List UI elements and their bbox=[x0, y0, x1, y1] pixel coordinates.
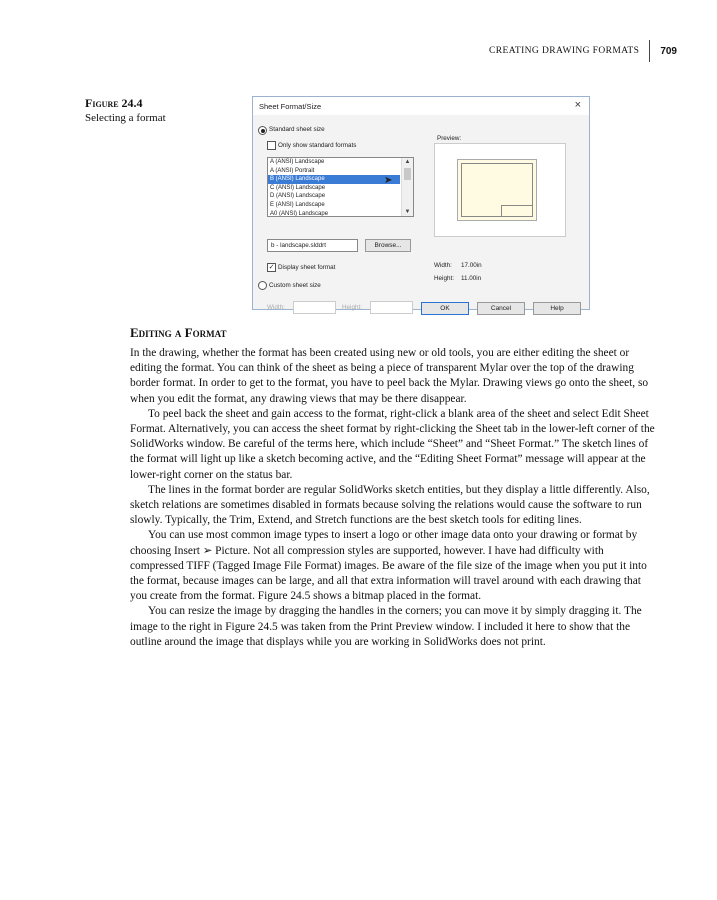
help-button[interactable]: Help bbox=[533, 302, 581, 315]
list-item[interactable]: D (ANSI) Landscape bbox=[270, 193, 326, 200]
paragraph: The lines in the format border are regular SolidWorks sketch entities, but they display a little differently. Also, sketch relations are sometimes disabled in formats because solving the relations would cause the software to run slowly. Typically, the Trim, Extend, and Stretch functions are the best sketch tools for editing lines. bbox=[130, 483, 650, 527]
close-icon[interactable]: × bbox=[574, 99, 581, 111]
mouse-pointer-icon: ➤ bbox=[384, 175, 393, 186]
custom-width-label: Width: bbox=[267, 304, 285, 311]
figure-caption bbox=[85, 96, 166, 126]
height-readout-value: 11.00in bbox=[461, 275, 482, 282]
sheet-preview bbox=[434, 143, 566, 237]
standard-size-label: Standard sheet size bbox=[269, 126, 325, 133]
chevron-up-icon[interactable]: ▲ bbox=[404, 159, 411, 165]
only-standard-checkbox[interactable] bbox=[267, 141, 276, 150]
display-format-label: Display sheet format bbox=[278, 264, 336, 271]
border-frame bbox=[461, 163, 533, 217]
custom-width-input[interactable] bbox=[293, 301, 336, 314]
section-heading: Editing a Format bbox=[130, 325, 227, 340]
title-block bbox=[501, 205, 532, 216]
list-item[interactable]: C (ANSI) Landscape bbox=[270, 184, 326, 191]
chevron-down-icon[interactable]: ▼ bbox=[404, 209, 411, 215]
scroll-thumb[interactable] bbox=[404, 168, 411, 180]
sheet-format-dialog bbox=[252, 96, 590, 310]
browse-button[interactable]: Browse... bbox=[365, 239, 411, 252]
page-number: 709 bbox=[660, 45, 677, 57]
list-item[interactable]: E (ANSI) Landscape bbox=[270, 201, 325, 208]
height-readout-label: Height: bbox=[434, 275, 454, 282]
paragraph: In the drawing, whether the format has been created using new or old tools, you are either editing the sheet or editing the format. You can think of the sheet as being a piece of transparent Mylar over the top of the drawing border format. In order to get to the format, you have to peel back the Mylar. Drawing views go onto the sheet, so when you edit the format, any drawing views that may be there disappear. bbox=[130, 347, 649, 405]
custom-size-label: Custom sheet size bbox=[269, 282, 321, 289]
standard-size-radio[interactable] bbox=[258, 126, 267, 135]
list-item-selected[interactable]: B (ANSI) Landscape bbox=[268, 175, 400, 184]
list-scrollbar[interactable] bbox=[401, 158, 413, 216]
dialog-title: Sheet Format/Size bbox=[259, 102, 322, 111]
custom-height-input[interactable] bbox=[370, 301, 413, 314]
list-item[interactable]: A (ANSI) Portrait bbox=[270, 167, 315, 174]
figure-caption-text: Selecting a format bbox=[85, 112, 166, 124]
paragraph: You can resize the image by dragging the handles in the corners; you can move it by simply dragging it. The image to the right in Figure 24.5 was taken from the Print Preview window. I included it here to show that the outline around the image that displays while you are working in SolidWorks does not print. bbox=[130, 605, 642, 648]
body-text bbox=[130, 346, 658, 650]
list-item[interactable]: A0 (ANSI) Landscape bbox=[270, 210, 329, 217]
paragraph: To peel back the sheet and gain access to the format, right-click a blank area of the sheet and select Edit Sheet Format. Alternatively, you can access the sheet format by right-clicking the Sheet tab in the lower-left corner of the SolidWorks window. Be careful of the terms here, which include “Sheet” and “Sheet Format.” The sketch lines of the format will light up like a sketch becoming active, and the “Editing Sheet Format” message will appear at the lower-right corner on the status bar. bbox=[130, 407, 655, 481]
width-readout-label: Width: bbox=[434, 262, 452, 269]
list-item[interactable]: A (ANSI) Landscape bbox=[270, 159, 325, 165]
chapter-title: CREATING DRAWING FORMATS bbox=[489, 46, 640, 56]
format-list[interactable] bbox=[267, 157, 414, 217]
dialog-body bbox=[253, 115, 589, 312]
preview-label: Preview: bbox=[437, 135, 462, 142]
display-format-checkbox[interactable]: ✓ bbox=[268, 264, 275, 271]
format-file-input[interactable]: b - landscape.slddrt bbox=[267, 239, 358, 252]
custom-size-radio[interactable] bbox=[258, 281, 267, 290]
ok-button[interactable]: OK bbox=[421, 302, 469, 315]
width-readout-value: 17.00in bbox=[461, 262, 482, 269]
figure-label: Figure 24.4 bbox=[85, 96, 143, 110]
running-header bbox=[489, 40, 677, 62]
cancel-button[interactable]: Cancel bbox=[477, 302, 525, 315]
only-standard-label: Only show standard formats bbox=[278, 142, 357, 149]
custom-height-label: Height: bbox=[342, 304, 362, 311]
paragraph: You can use most common image types to insert a logo or other image data onto your drawing or format by choosing Insert ➢ Picture. Not all compression styles are supported, however. I have had difficulty with compressed TIFF (Tagged Image File Format) images. Be aware of the file size of the image when you put it into the format, because images can be large, and all that extra information will travel around with each drawing that you create from the format. Figure 24.5 shows a bitmap placed in the format. bbox=[130, 529, 647, 603]
sheet-thumbnail bbox=[457, 159, 537, 221]
